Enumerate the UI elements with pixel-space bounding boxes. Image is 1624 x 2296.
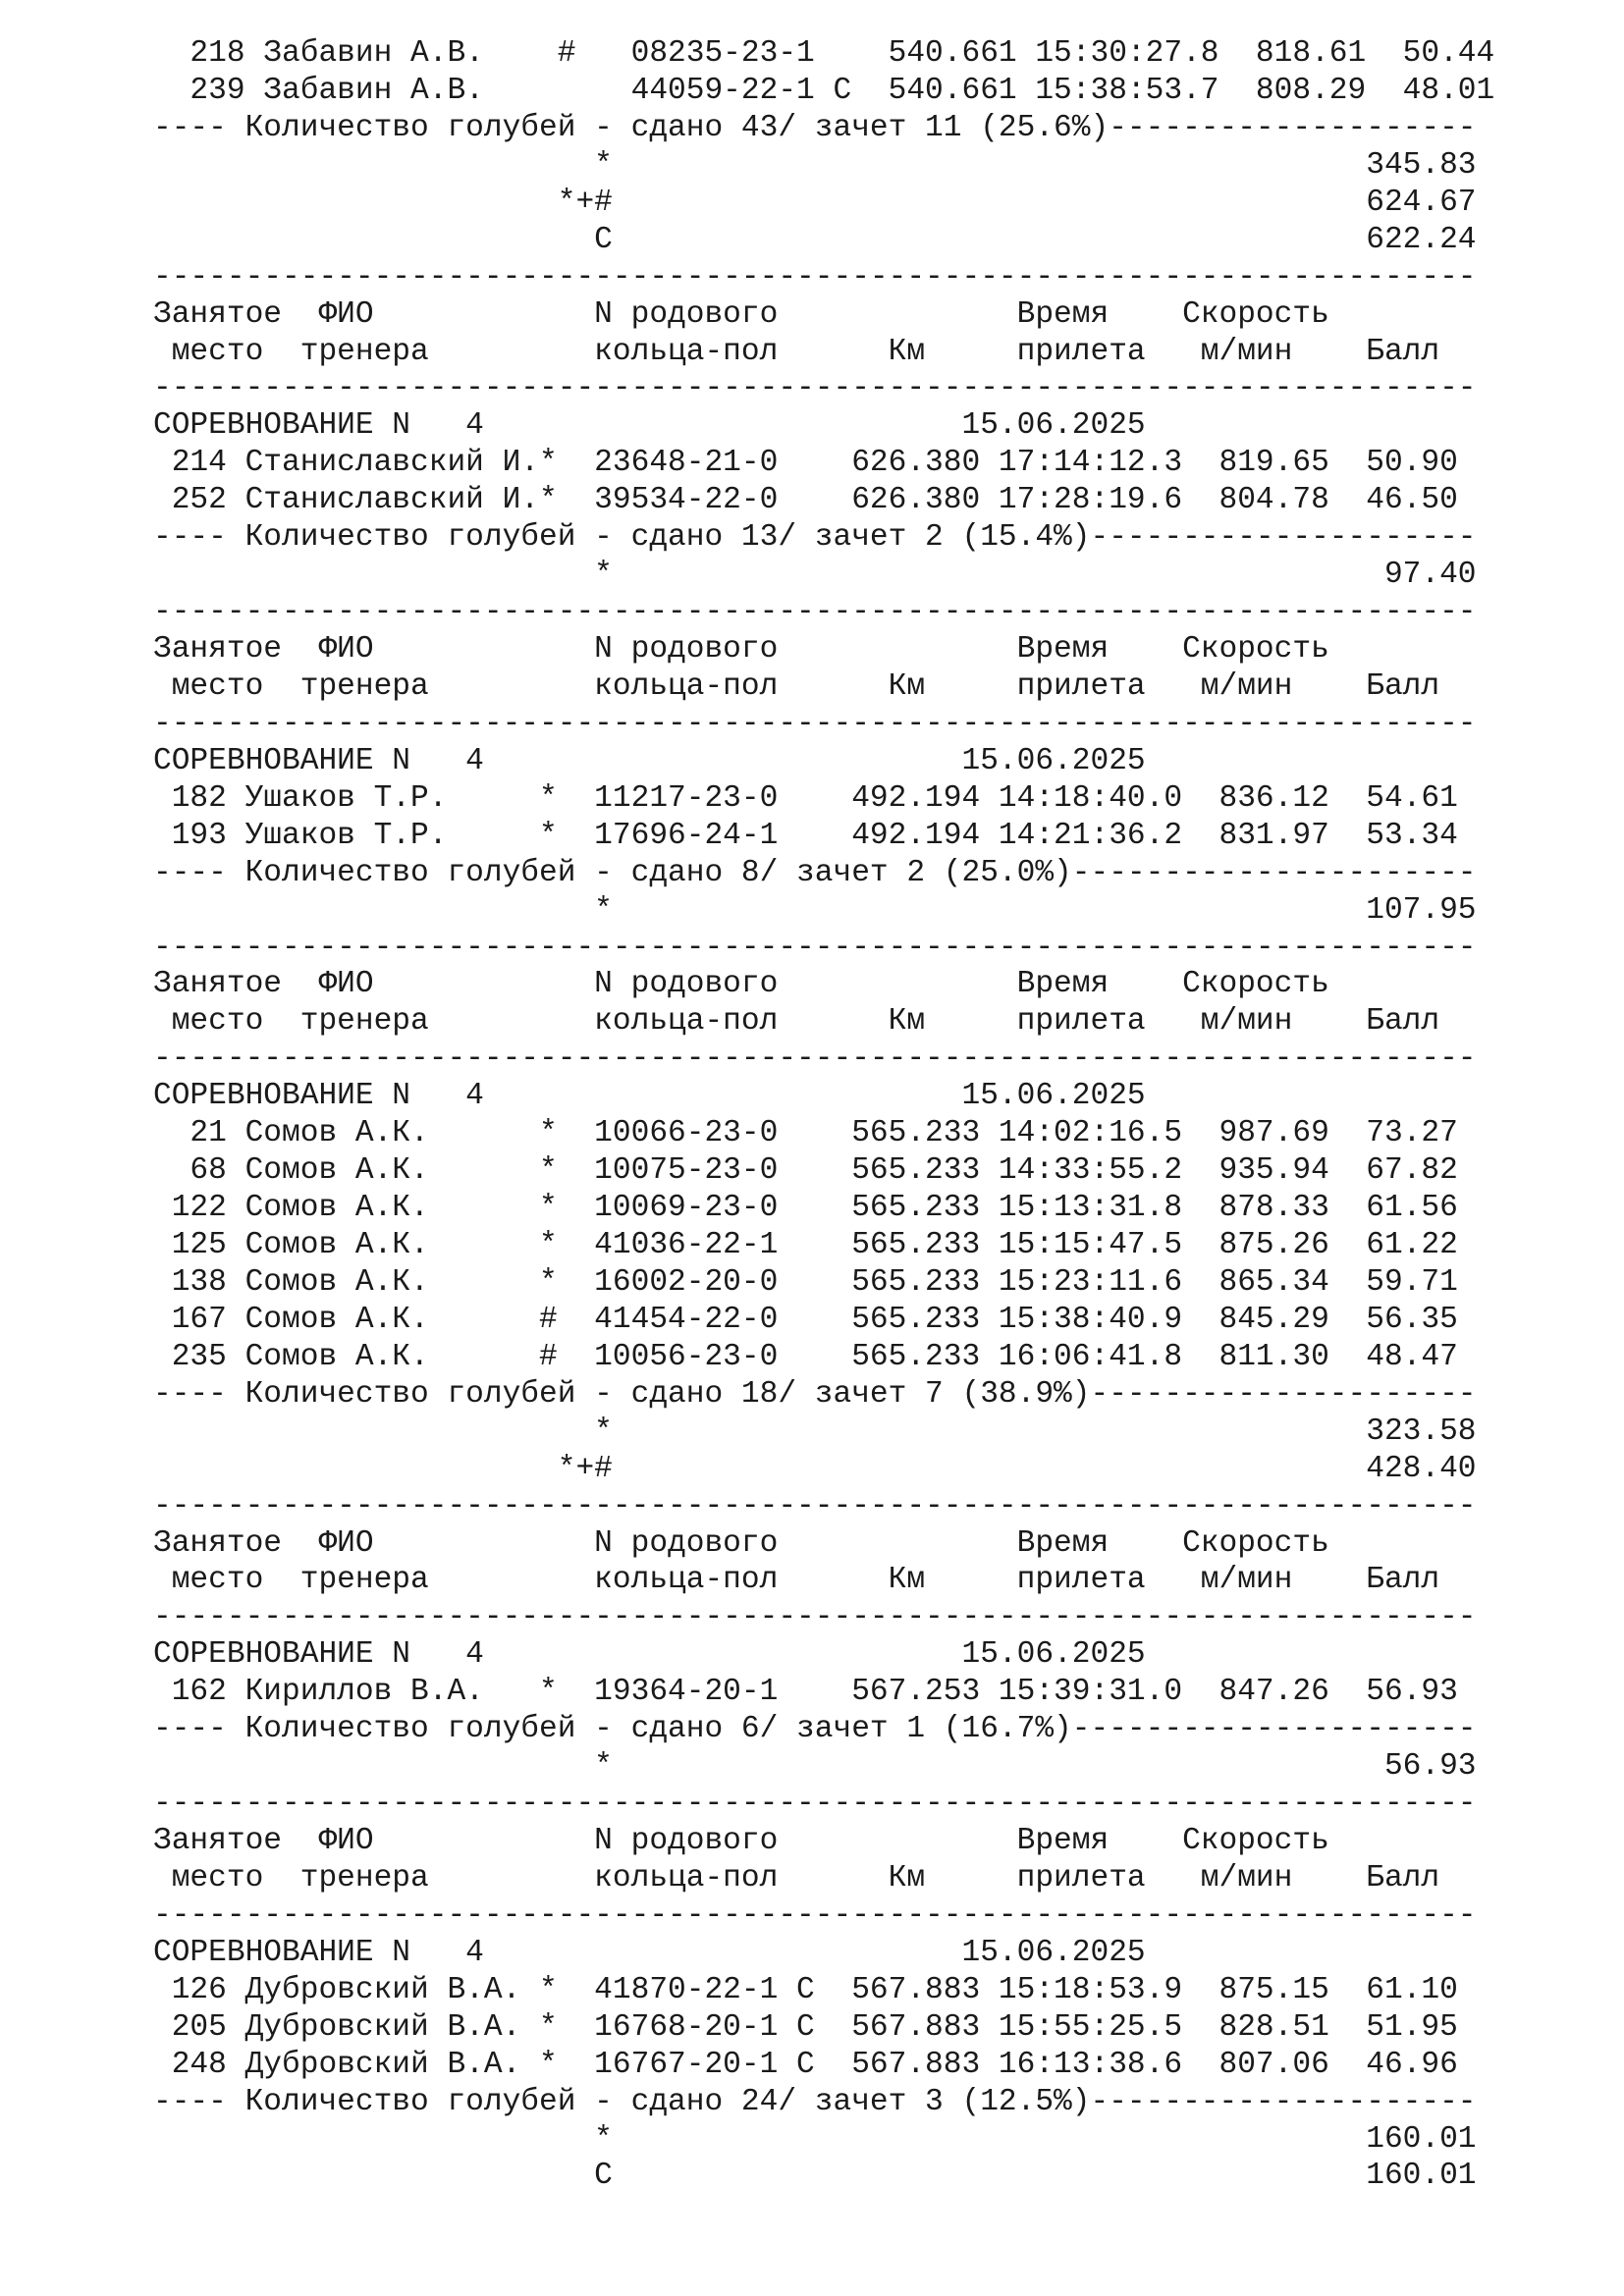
- results-report: [153, 35, 1494, 2195]
- divider: ------------------------------------------------------------------------: [153, 1897, 1477, 1933]
- column-header: Занятое ФИО N родового Время Скорость: [153, 296, 1329, 332]
- divider: ------------------------------------------------------------------------: [153, 1488, 1477, 1523]
- result-row: 182 Ушаков Т.Р. * 11217-23-0 492.194 14:18:40.0 836.12 54.61: [153, 780, 1458, 816]
- competition-heading: СОРЕВНОВАНИЕ N 4 15.06.2025: [153, 1637, 1146, 1673]
- competition-heading: СОРЕВНОВАНИЕ N 4 15.06.2025: [153, 408, 1146, 444]
- subtotal-line: С 622.24: [153, 222, 1477, 257]
- column-header: место тренера кольца-пол Км прилета м/мин Балл: [153, 1563, 1440, 1598]
- divider: ------------------------------------------------------------------------: [153, 706, 1477, 741]
- column-header: Занятое ФИО N родового Время Скорость: [153, 1824, 1329, 1858]
- column-header: место тренера кольца-пол Км прилета м/мин Балл: [153, 668, 1440, 704]
- summary-line: ---- Количество голубей - сдано 6/ зачет 1 (16.7%)----------------------: [153, 1712, 1477, 1747]
- subtotal-line: С 160.01: [153, 2159, 1477, 2194]
- result-row: 205 Дубровский В.А. * 16768-20-1 С 567.883 15:55:25.5 828.51 51.95: [153, 2009, 1458, 2045]
- result-row: 218 Забавин А.В. # 08235-23-1 540.661 15:30:27.8 818.61 50.44: [153, 36, 1495, 71]
- subtotal-line: * 345.83: [153, 147, 1477, 183]
- divider: ------------------------------------------------------------------------: [153, 1041, 1477, 1077]
- competition-heading: СОРЕВНОВАНИЕ N 4 15.06.2025: [153, 1935, 1146, 1970]
- subtotal-line: * 97.40: [153, 558, 1477, 593]
- result-row: 122 Сомов А.К. * 10069-23-0 565.233 15:13:31.8 878.33 61.56: [153, 1191, 1458, 1226]
- summary-line: ---- Количество голубей - сдано 24/ зачет 3 (12.5%)---------------------: [153, 2084, 1477, 2119]
- result-row: 126 Дубровский В.А. * 41870-22-1 С 567.883 15:18:53.9 875.15 61.10: [153, 1972, 1458, 2007]
- result-row: 252 Станиславский И.* 39534-22-0 626.380 17:28:19.6 804.78 46.50: [153, 483, 1458, 518]
- column-header: Занятое ФИО N родового Время Скорость: [153, 632, 1329, 667]
- divider: ------------------------------------------------------------------------: [153, 1600, 1477, 1635]
- divider: ------------------------------------------------------------------------: [153, 1787, 1477, 1822]
- summary-line: ---- Количество голубей - сдано 18/ зачет 7 (38.9%)---------------------: [153, 1376, 1477, 1412]
- subtotal-line: *+# 624.67: [153, 185, 1477, 220]
- result-row: 214 Станиславский И.* 23648-21-0 626.380 17:14:12.3 819.65 50.90: [153, 446, 1458, 481]
- subtotal-line: * 323.58: [153, 1414, 1477, 1449]
- competition-heading: СОРЕВНОВАНИЕ N 4 15.06.2025: [153, 1079, 1146, 1114]
- competition-heading: СОРЕВНОВАНИЕ N 4 15.06.2025: [153, 743, 1146, 778]
- column-header: Занятое ФИО N родового Время Скорость: [153, 967, 1329, 1002]
- result-row: 21 Сомов А.К. * 10066-23-0 565.233 14:02:16.5 987.69 73.27: [153, 1116, 1458, 1151]
- subtotal-line: * 160.01: [153, 2121, 1477, 2157]
- result-row: 138 Сомов А.К. * 16002-20-0 565.233 15:23:11.6 865.34 59.71: [153, 1264, 1458, 1300]
- summary-line: ---- Количество голубей - сдано 43/ зачет 11 (25.6%)--------------------: [153, 110, 1477, 145]
- result-row: 68 Сомов А.К. * 10075-23-0 565.233 14:33:55.2 935.94 67.82: [153, 1153, 1458, 1189]
- subtotal-line: * 107.95: [153, 892, 1477, 928]
- result-row: 248 Дубровский В.А. * 16767-20-1 С 567.883 16:13:38.6 807.06 46.96: [153, 2047, 1458, 2082]
- result-row: 193 Ушаков Т.Р. * 17696-24-1 492.194 14:21:36.2 831.97 53.34: [153, 818, 1458, 853]
- subtotal-line: * 56.93: [153, 1749, 1477, 1785]
- column-header: место тренера кольца-пол Км прилета м/мин Балл: [153, 1860, 1440, 1896]
- summary-line: ---- Количество голубей - сдано 13/ зачет 2 (15.4%)---------------------: [153, 520, 1477, 556]
- result-row: 162 Кириллов В.А. * 19364-20-1 567.253 15:39:31.0 847.26 56.93: [153, 1675, 1458, 1710]
- divider: ------------------------------------------------------------------------: [153, 930, 1477, 965]
- divider: ------------------------------------------------------------------------: [153, 259, 1477, 294]
- result-row: 235 Сомов А.К. # 10056-23-0 565.233 16:06:41.8 811.30 48.47: [153, 1339, 1458, 1374]
- result-row: 239 Забавин А.В. 44059-22-1 С 540.661 15:38:53.7 808.29 48.01: [153, 73, 1495, 108]
- divider: ------------------------------------------------------------------------: [153, 595, 1477, 630]
- subtotal-line: *+# 428.40: [153, 1451, 1477, 1486]
- column-header: место тренера кольца-пол Км прилета м/мин Балл: [153, 1004, 1440, 1040]
- column-header: место тренера кольца-пол Км прилета м/мин Балл: [153, 334, 1440, 369]
- summary-line: ---- Количество голубей - сдано 8/ зачет 2 (25.0%)----------------------: [153, 855, 1477, 890]
- column-header: Занятое ФИО N родового Время Скорость: [153, 1525, 1329, 1561]
- result-row: 125 Сомов А.К. * 41036-22-1 565.233 15:15:47.5 875.26 61.22: [153, 1228, 1458, 1262]
- result-row: 167 Сомов А.К. # 41454-22-0 565.233 15:38:40.9 845.29 56.35: [153, 1302, 1458, 1337]
- divider: ------------------------------------------------------------------------: [153, 371, 1477, 406]
